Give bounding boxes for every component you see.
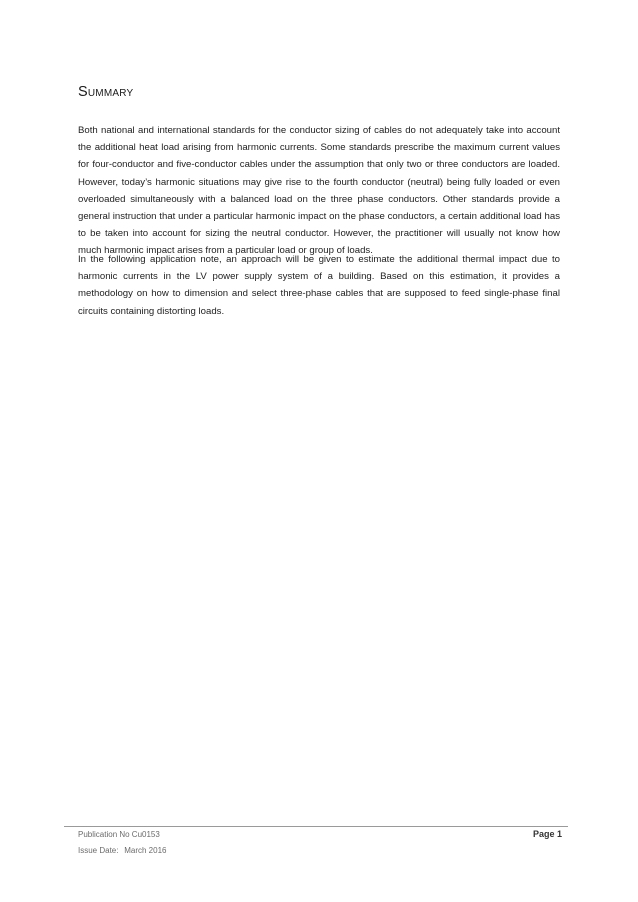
- publication-number: Publication No Cu0153: [78, 830, 160, 839]
- footer-divider: [64, 826, 568, 827]
- issue-date-label: Issue Date:: [78, 846, 119, 855]
- summary-paragraph-2: In the following application note, an approach will be given to estimate the additional thermal impact due to harmonic currents in the LV power supply system of a building. Based on this estimation, it provides a methodology on how to dimension and select three-phase cables that are supposed to feed single-phase final circuits containing distorting loads.: [78, 254, 560, 317]
- issue-date-value: March 2016: [124, 846, 167, 855]
- page-number: Page 1: [532, 829, 562, 839]
- section-heading: Summary: [78, 84, 134, 100]
- summary-paragraph-1: Both national and international standards for the conductor sizing of cables do not adequately take into account the additional heat load arising from harmonic currents. Some standards prescribe the maximum current values for four-conductor and five-conductor cables under the assumption that only two or three conductors are loaded. However, today’s harmonic situations may give rise to the fourth conductor (neutral) being fully loaded or even overloaded simultaneously with a balanced load on the three phase conductors. Other standards provide a general instruction that under a particular harmonic impact on the phase conductors, a certain additional load has to be taken into account for sizing the neutral conductor. However, the practitioner will usually not know how much harmonic impact arises from a particular load or group of loads.: [78, 125, 560, 257]
- issue-date-line: [78, 846, 166, 855]
